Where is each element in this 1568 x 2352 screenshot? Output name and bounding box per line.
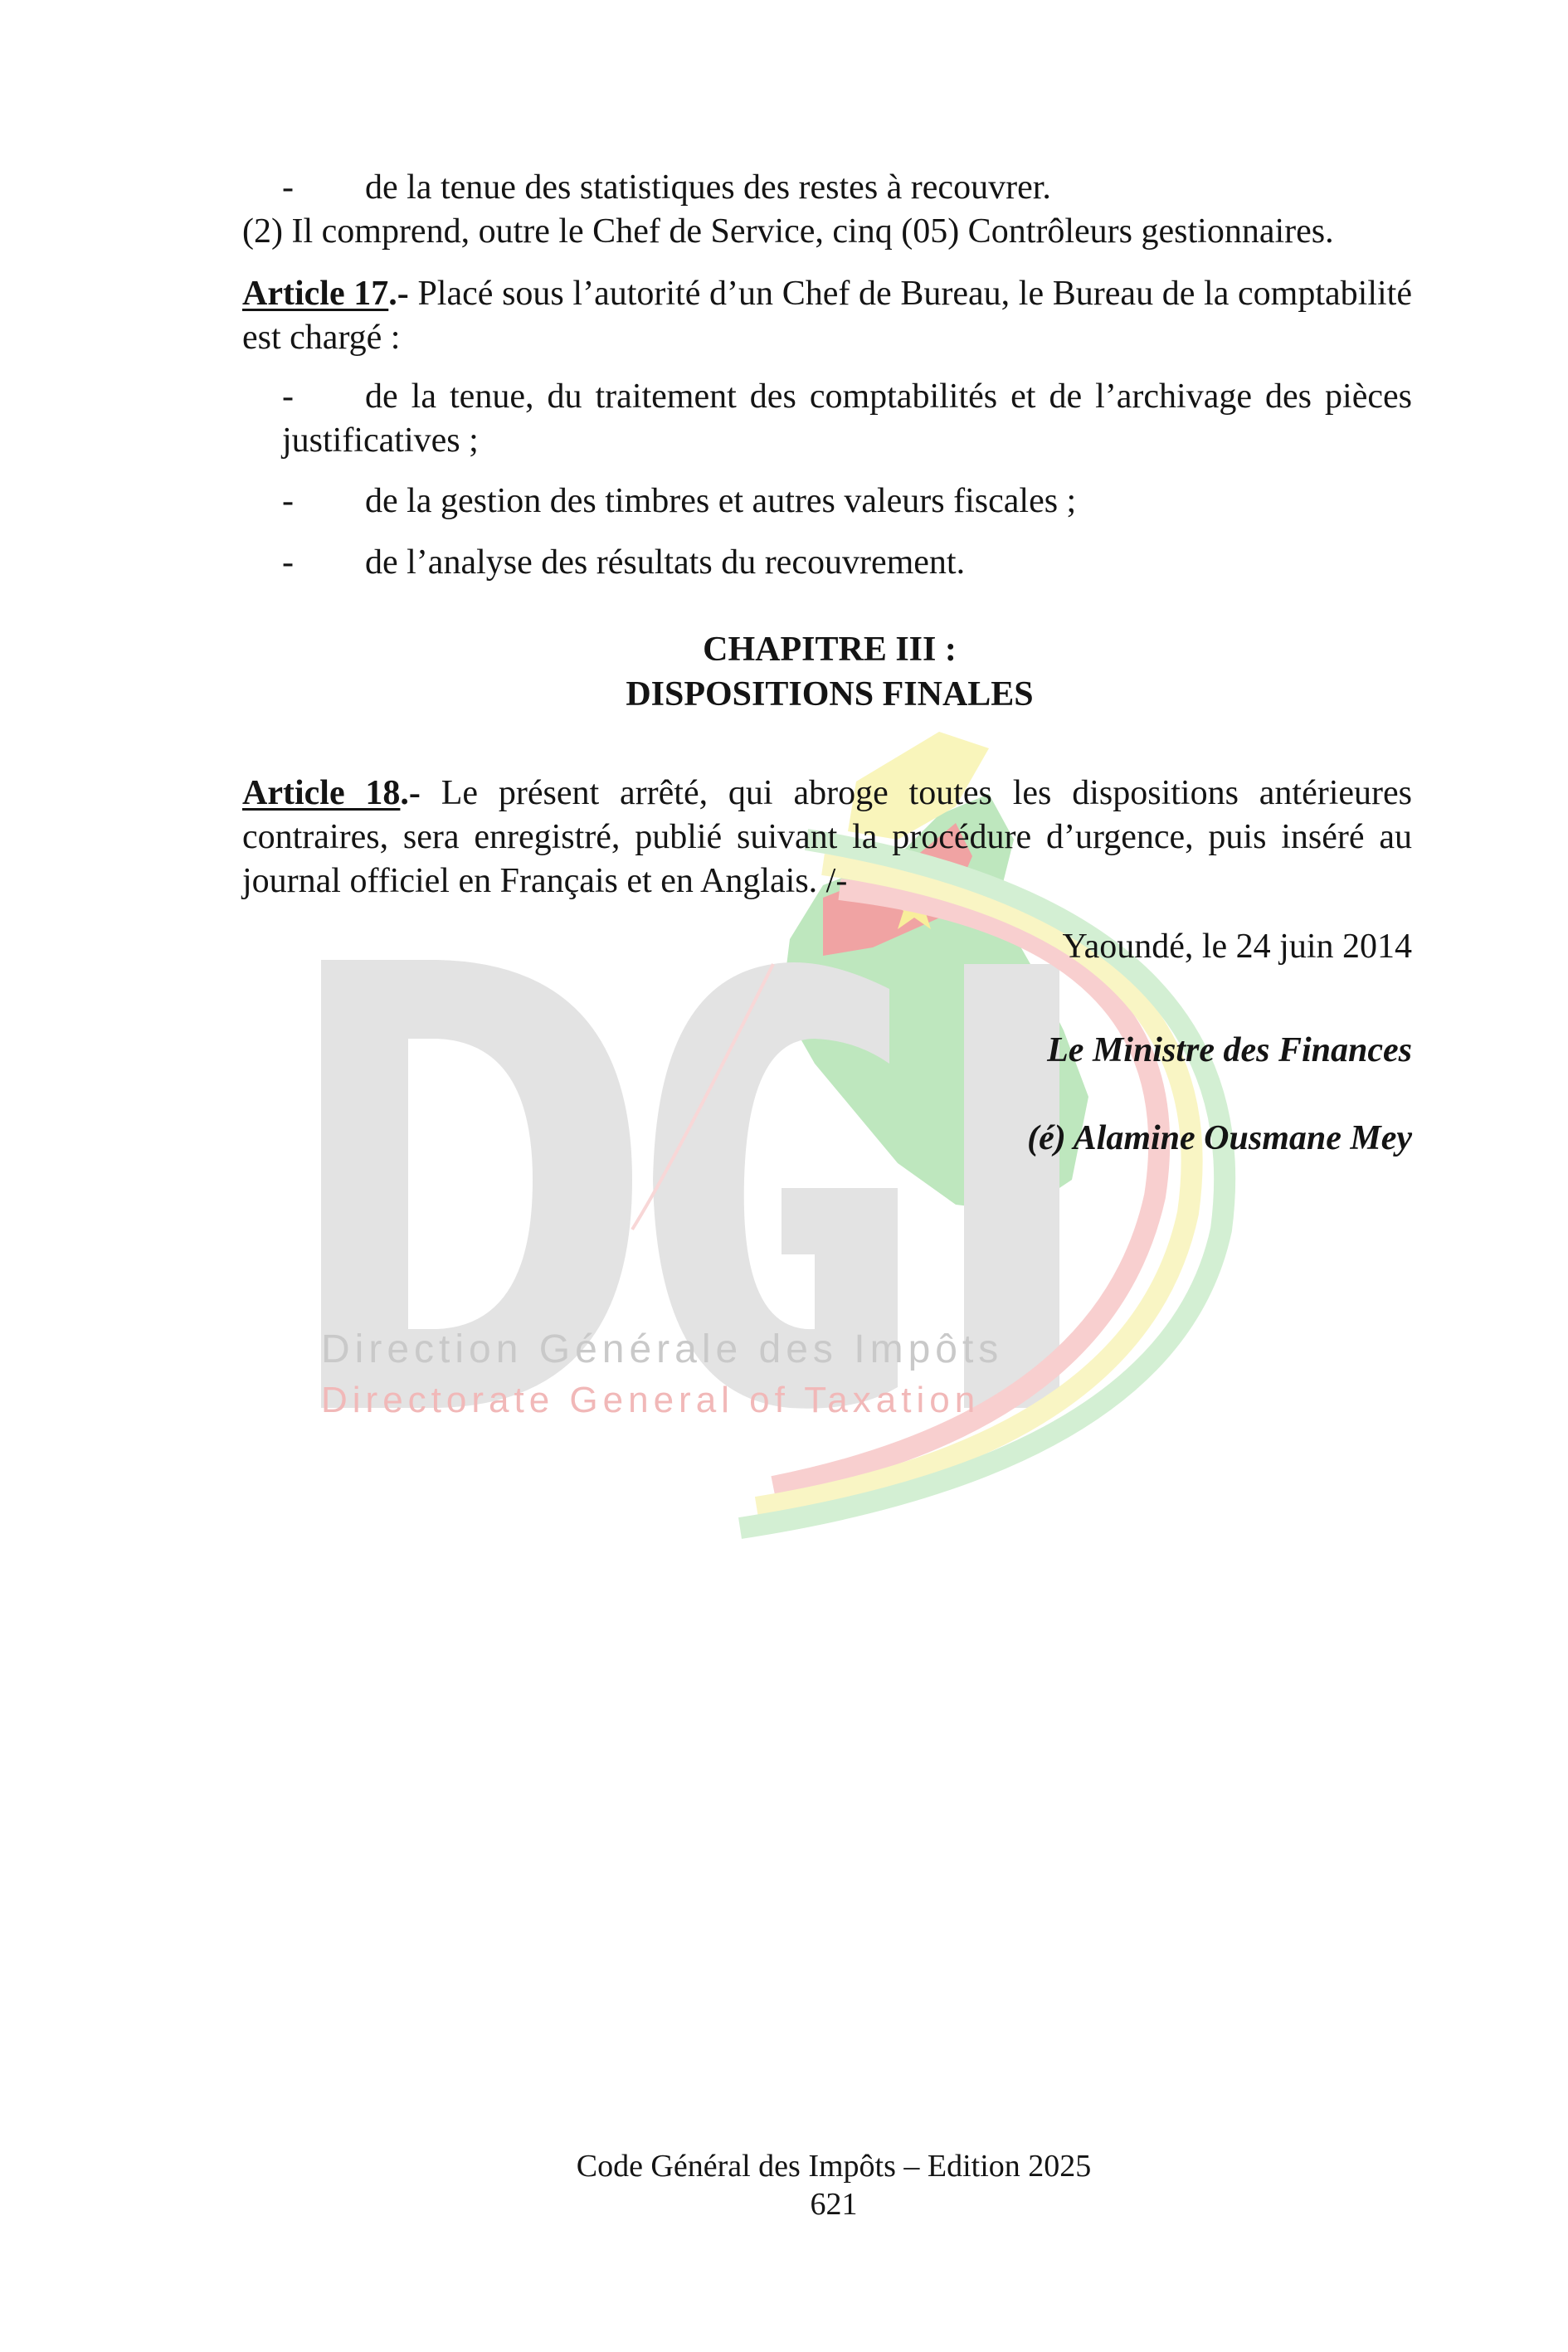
watermark-line1: Direction Générale des Impôts <box>321 1327 1004 1371</box>
chapter-subtitle: DISPOSITIONS FINALES <box>626 675 1034 713</box>
article-18-label: Article 18.- <box>242 774 421 812</box>
article-17-bullet-2: - de la gestion des timbres et autres valeurs fiscales ; <box>282 482 1077 520</box>
article-17-bullet-1: - de la tenue, du traitement des comptabilités et de l’archivage des pièces justificatives ; <box>282 377 1412 460</box>
page-number: 621 <box>810 2187 858 2222</box>
bullet-statistiques: - de la tenue des statistiques des restes à recouvrer. <box>282 168 1051 207</box>
service-composition: (2) Il comprend, outre le Chef de Service, cinq (05) Contrôleurs gestionnaires. <box>242 212 1334 251</box>
article-17-text: Placé sous l’autorité d’un Chef de Bureau, le Bureau de la comptabilité est chargé : <box>242 275 1412 357</box>
signatory-title: Le Ministre des Finances <box>1047 1031 1412 1069</box>
place-date: Yaoundé, le 24 juin 2014 <box>1062 928 1412 966</box>
article-17-label: Article 17.- <box>242 275 409 313</box>
chapter-title: CHAPITRE III : <box>703 631 957 669</box>
article-17-bullet-3: - de l’analyse des résultats du recouvrement. <box>282 543 966 582</box>
footer-title: Code Général des Impôts – Edition 2025 <box>576 2149 1092 2184</box>
article-18-text: Le présent arrêté, qui abroge toutes les dispositions antérieures contraires, sera enregistré, publié suivant la procédure d’urgence, puis inséré au journal officiel en Français et en Anglais. /- <box>242 774 1412 900</box>
signatory-name: (é) Alamine Ousmane Mey <box>1027 1119 1412 1157</box>
article-17 <box>242 272 1412 360</box>
watermark-line2: Directorate General of Taxation <box>321 1380 981 1420</box>
article-18 <box>242 772 1412 903</box>
